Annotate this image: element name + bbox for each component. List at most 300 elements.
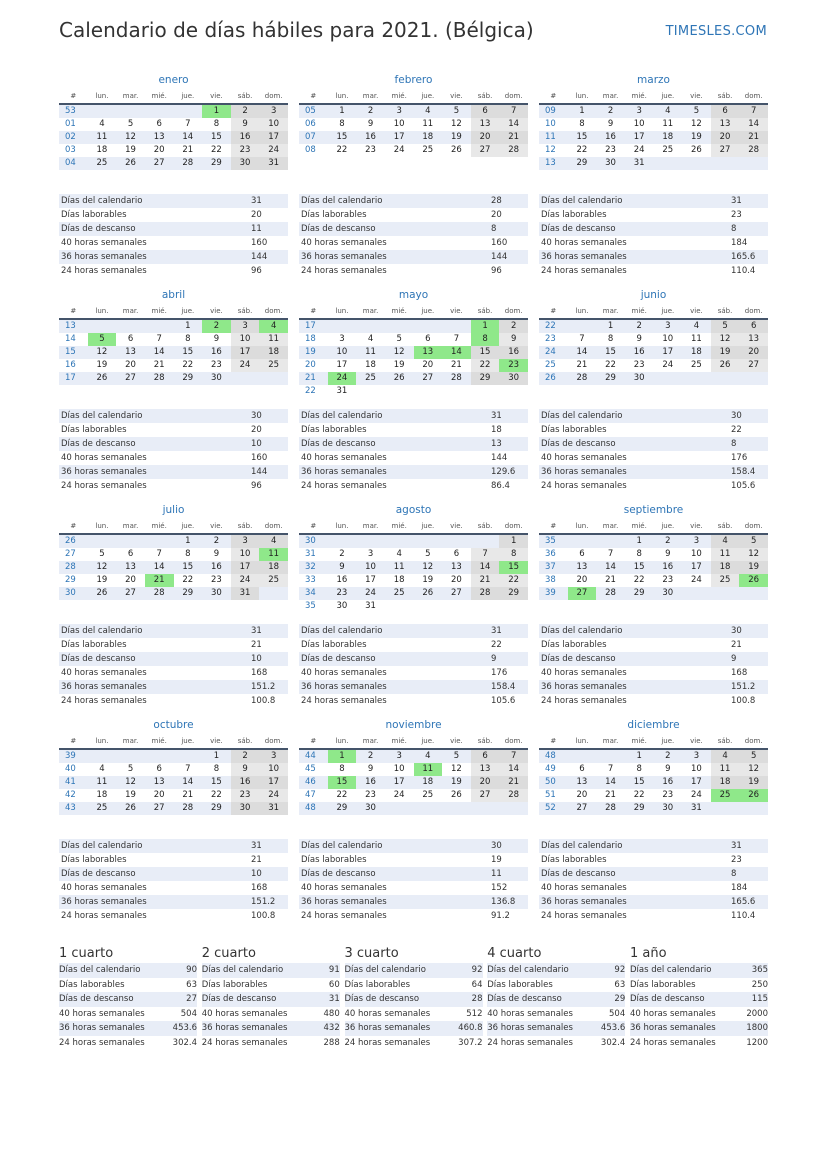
- stat-value: 176: [731, 453, 748, 463]
- day-cell: 12: [711, 333, 740, 346]
- day-cell: 12: [116, 131, 145, 144]
- stat-row: [539, 624, 768, 638]
- day-cell: 13: [145, 131, 174, 144]
- day-cell: 15: [174, 561, 203, 574]
- stat-label: Días laborables: [301, 855, 367, 865]
- week-row: [59, 587, 288, 600]
- day-cell: 20: [153, 790, 165, 800]
- day-cell: 25: [691, 360, 702, 370]
- day-cell: 29: [174, 587, 203, 600]
- weekday-header: lun.: [328, 88, 357, 104]
- stat-value: 30: [491, 841, 502, 851]
- weekday-header: #: [299, 303, 328, 319]
- day-cell: 3: [367, 549, 374, 559]
- day-cell: 11: [385, 561, 414, 574]
- stat-label: 40 horas semanales: [61, 238, 147, 248]
- stat-label: Días laborables: [630, 979, 696, 990]
- stat-value: 100.8: [251, 911, 276, 921]
- day-cell: 11: [662, 119, 674, 129]
- week-number: 25: [545, 360, 556, 370]
- day-cell: 13: [471, 118, 500, 131]
- stat-label: 24 horas semanales: [541, 696, 627, 706]
- day-cell: 29: [174, 372, 203, 385]
- day-cell: 21: [739, 131, 768, 144]
- day-cell: 19: [125, 790, 136, 800]
- weekday-header: mar.: [356, 88, 385, 104]
- day-cell: [442, 319, 471, 333]
- day-cell: 17: [336, 360, 348, 370]
- stat-row: [539, 909, 768, 923]
- day-cell: 12: [385, 346, 414, 359]
- stat-label: Días laborables: [541, 425, 607, 435]
- stat-value: 92: [471, 965, 483, 975]
- stat-value: 10: [251, 439, 262, 449]
- stat-value: 91: [328, 965, 340, 975]
- stat-value: 30: [251, 411, 262, 421]
- day-cell: [356, 319, 385, 333]
- stat-value: 22: [491, 640, 502, 650]
- weekday-header: lun.: [88, 88, 117, 104]
- weekday-header: vie.: [682, 88, 711, 104]
- quarter-block: [345, 945, 483, 1050]
- stat-row: [539, 250, 768, 264]
- stat-value: 20: [491, 210, 502, 220]
- weekday-header: #: [59, 518, 88, 534]
- week-number: 42: [65, 790, 76, 800]
- week-number: 40: [65, 764, 76, 774]
- day-cell: 22: [182, 575, 194, 585]
- day-cell: 7: [579, 334, 585, 344]
- day-cell: 6: [127, 549, 134, 559]
- month-calendar: [539, 88, 768, 170]
- stat-row: [59, 867, 288, 881]
- stat-label: Días de descanso: [301, 654, 376, 664]
- day-cell: 17: [654, 346, 683, 359]
- week-number: 52: [539, 802, 568, 815]
- day-cell: 30: [499, 372, 528, 385]
- week-number: 09: [539, 104, 568, 118]
- stat-value: 60: [328, 979, 340, 990]
- week-row: [299, 118, 528, 131]
- month-calendar: [59, 733, 288, 815]
- stat-row: [299, 638, 528, 652]
- week-row: [539, 763, 768, 776]
- weekday-header: lun.: [88, 733, 117, 749]
- week-row: [299, 763, 528, 776]
- stat-value: 151.2: [731, 682, 756, 692]
- stat-label: Días del calendario: [61, 196, 143, 206]
- day-cell: 2: [231, 104, 260, 118]
- month-calendar: [59, 518, 288, 600]
- day-cell: 17: [682, 561, 711, 574]
- stat-value: 19: [491, 855, 502, 865]
- weekday-header: dom.: [499, 733, 528, 749]
- weekday-header: mar.: [596, 88, 625, 104]
- day-cell: [145, 749, 174, 763]
- day-cell: 8: [185, 549, 191, 559]
- weekday-header: #: [299, 518, 328, 534]
- day-cell: 7: [185, 764, 191, 774]
- stat-label: Días de descanso: [630, 994, 705, 1004]
- stat-row: [299, 437, 528, 451]
- day-cell: 30: [336, 601, 348, 611]
- day-cell: 10: [393, 119, 405, 129]
- stat-row: [539, 652, 768, 666]
- day-cell: 22: [633, 790, 645, 800]
- day-cell: 8: [213, 764, 220, 774]
- stat-value: 10: [251, 869, 262, 879]
- day-cell: 7: [607, 764, 614, 774]
- day-cell: [711, 157, 740, 170]
- day-cell: [499, 600, 528, 613]
- stat-row: [59, 250, 288, 264]
- weekday-header: #: [539, 303, 568, 319]
- stat-label: 40 horas semanales: [541, 453, 627, 463]
- week-row: [59, 561, 288, 574]
- stat-row: [299, 264, 528, 278]
- stat-value: 8: [491, 224, 497, 234]
- day-cell: 24: [259, 144, 288, 157]
- day-cell: 19: [711, 346, 740, 359]
- stat-label: 24 horas semanales: [201, 1037, 288, 1048]
- day-cell: 7: [499, 104, 528, 118]
- day-cell: 23: [605, 145, 616, 155]
- day-cell: 30: [202, 587, 231, 600]
- stat-value: 184: [731, 883, 748, 893]
- day-cell: 10: [662, 334, 674, 344]
- weekday-header: jue.: [414, 88, 443, 104]
- stat-label: Días del calendario: [301, 841, 383, 851]
- stat-value: 302.4: [600, 1037, 626, 1048]
- day-cell: 20: [153, 145, 165, 155]
- months-grid: [59, 72, 768, 932]
- day-cell: [385, 802, 414, 815]
- day-cell: 4: [99, 119, 105, 129]
- day-cell: 3: [339, 334, 345, 344]
- day-cell: 16: [499, 346, 528, 359]
- week-row: [539, 574, 768, 587]
- day-cell: 11: [711, 548, 740, 561]
- stat-row: [539, 465, 768, 479]
- stat-value: 100.8: [251, 696, 276, 706]
- day-cell: 4: [396, 549, 402, 559]
- day-cell: 5: [442, 104, 471, 118]
- day-cell: 20: [576, 790, 588, 800]
- day-cell: [414, 534, 443, 548]
- stat-value: 9: [731, 654, 737, 664]
- day-cell: 10: [328, 346, 357, 359]
- stat-label: Días del calendario: [301, 411, 383, 421]
- day-cell: 19: [96, 360, 108, 370]
- stat-value: 8: [731, 439, 737, 449]
- month-name: marzo: [637, 74, 670, 86]
- stat-value: 504: [609, 1008, 626, 1019]
- weekday-header: dom.: [499, 88, 528, 104]
- week-number: 10: [545, 119, 556, 129]
- weekday-header: sáb.: [711, 88, 740, 104]
- day-cell: 15: [625, 561, 654, 574]
- month-block-enero: [59, 72, 288, 287]
- stat-value: 1200: [746, 1037, 768, 1048]
- day-cell: 26: [451, 790, 462, 800]
- day-cell: 13: [568, 776, 597, 789]
- stat-row: [539, 895, 768, 909]
- day-cell: 6: [471, 749, 500, 763]
- stat-row: [299, 666, 528, 680]
- stat-label: 36 horas semanales: [541, 897, 627, 907]
- stat-label: Días del calendario: [541, 841, 623, 851]
- stat-label: 36 horas semanales: [301, 682, 387, 692]
- day-cell: 1: [568, 104, 597, 118]
- day-cell: 26: [451, 145, 462, 155]
- stat-value: 31: [251, 841, 262, 851]
- day-cell: 9: [231, 118, 260, 131]
- week-number: 43: [59, 802, 88, 815]
- day-cell: 28: [596, 587, 625, 600]
- stat-label: 40 horas semanales: [541, 668, 627, 678]
- week-row: [539, 802, 768, 815]
- weekday-header: lun.: [568, 303, 597, 319]
- day-cell: 28: [499, 789, 528, 802]
- week-number: 51: [545, 790, 556, 800]
- day-cell: 27: [442, 587, 471, 600]
- weekday-header: mié.: [145, 733, 174, 749]
- day-cell: 9: [665, 549, 671, 559]
- stat-value: 184: [731, 238, 748, 248]
- day-cell: 1: [596, 319, 625, 333]
- week-number: 46: [299, 776, 328, 789]
- stat-row: [59, 680, 288, 694]
- weekday-header: #: [539, 518, 568, 534]
- day-cell: 18: [259, 561, 288, 574]
- day-cell: 20: [739, 346, 768, 359]
- stat-label: Días del calendario: [61, 626, 143, 636]
- week-row: [59, 574, 288, 587]
- day-cell: 31: [625, 157, 654, 170]
- week-row: [299, 789, 528, 802]
- day-cell: 4: [259, 534, 288, 548]
- week-number: 26: [539, 372, 568, 385]
- week-number: 36: [545, 549, 556, 559]
- day-cell: 28: [739, 144, 768, 157]
- quarter-stat-row: [630, 1021, 768, 1036]
- stat-value: 168: [731, 668, 748, 678]
- day-cell: 7: [739, 104, 768, 118]
- week-row: [299, 776, 528, 789]
- stat-value: 21: [251, 855, 262, 865]
- week-row: [59, 319, 288, 333]
- week-number: 47: [305, 790, 316, 800]
- day-cell: 7: [185, 119, 191, 129]
- week-number: 01: [65, 119, 76, 129]
- weekday-header: mié.: [145, 303, 174, 319]
- weekday-header: mié.: [625, 88, 654, 104]
- day-cell: 7: [607, 549, 614, 559]
- month-block-febrero: [299, 72, 528, 287]
- month-block-julio: [59, 502, 288, 717]
- weekday-header: dom.: [259, 88, 288, 104]
- stat-value: 1800: [746, 1023, 768, 1033]
- stat-row: [299, 652, 528, 666]
- day-cell: 10: [259, 118, 288, 131]
- stat-label: 40 horas semanales: [61, 453, 147, 463]
- day-cell: 12: [451, 764, 462, 774]
- day-cell: 17: [682, 776, 711, 789]
- week-row: [539, 776, 768, 789]
- month-name: noviembre: [385, 719, 442, 731]
- day-cell: 7: [471, 548, 500, 561]
- day-cell: [145, 104, 174, 118]
- day-cell: 9: [328, 561, 357, 574]
- day-cell: 6: [156, 119, 162, 129]
- stat-label: Días de descanso: [59, 994, 134, 1004]
- week-row: [299, 574, 528, 587]
- week-number: 35: [305, 601, 316, 611]
- day-cell: 24: [231, 574, 260, 587]
- day-cell: 5: [127, 119, 134, 129]
- day-cell: 4: [414, 104, 443, 118]
- day-cell: 26: [739, 789, 768, 802]
- day-cell: 2: [231, 749, 260, 763]
- day-cell: 1: [202, 104, 231, 118]
- weekday-header: lun.: [568, 733, 597, 749]
- day-cell: 12: [116, 776, 145, 789]
- day-cell: 14: [596, 561, 625, 574]
- day-cell: [116, 749, 145, 763]
- stat-row: [59, 409, 288, 423]
- week-number: 20: [305, 360, 316, 370]
- stat-row: [59, 638, 288, 652]
- day-cell: 25: [662, 145, 674, 155]
- month-name: septiembre: [623, 504, 684, 516]
- day-cell: 4: [367, 334, 374, 344]
- day-cell: 15: [596, 346, 625, 359]
- stat-value: 13: [491, 439, 502, 449]
- week-number: 17: [59, 372, 88, 385]
- week-number: 02: [59, 131, 88, 144]
- stat-value: 31: [251, 196, 262, 206]
- week-row: [299, 561, 528, 574]
- stat-value: 176: [491, 668, 508, 678]
- stat-value: 20: [251, 425, 262, 435]
- stat-label: 24 horas semanales: [541, 481, 627, 491]
- stat-value: 480: [323, 1008, 340, 1019]
- weekday-header: mar.: [356, 733, 385, 749]
- week-row: [59, 359, 288, 372]
- weekday-header: vie.: [202, 303, 231, 319]
- week-number: 19: [299, 346, 328, 359]
- day-cell: 14: [442, 346, 471, 359]
- stat-row: [299, 250, 528, 264]
- month-calendar: [59, 88, 288, 170]
- day-cell: 23: [211, 360, 222, 370]
- day-cell: 22: [336, 790, 348, 800]
- week-row: [539, 548, 768, 561]
- week-row: [299, 802, 528, 815]
- week-row: [299, 749, 528, 763]
- day-cell: [116, 104, 145, 118]
- weekday-header: vie.: [202, 518, 231, 534]
- week-number: 45: [305, 764, 316, 774]
- stat-label: 36 horas semanales: [487, 1023, 573, 1033]
- day-cell: 30: [625, 372, 654, 385]
- stat-label: Días de descanso: [541, 654, 616, 664]
- stat-value: 160: [251, 238, 268, 248]
- day-cell: 25: [356, 372, 385, 385]
- weekday-header: #: [539, 88, 568, 104]
- day-cell: 27: [145, 802, 174, 815]
- day-cell: 29: [596, 372, 625, 385]
- weekday-header: dom.: [259, 733, 288, 749]
- quarter-stat-row: [202, 1007, 340, 1022]
- day-cell: 6: [739, 319, 768, 333]
- day-cell: 21: [605, 790, 616, 800]
- week-row: [299, 131, 528, 144]
- day-cell: 29: [202, 802, 231, 815]
- day-cell: 19: [442, 776, 471, 789]
- month-block-marzo: [539, 72, 768, 287]
- stat-value: 63: [614, 979, 626, 990]
- month-stats: [299, 409, 528, 493]
- day-cell: 24: [356, 587, 385, 600]
- day-cell: 25: [259, 574, 288, 587]
- quarter-title: 3 cuarto: [344, 946, 399, 961]
- brand-logo-text[interactable]: TIMESLES.COM: [665, 24, 767, 39]
- stat-label: 40 horas semanales: [487, 1008, 573, 1019]
- day-cell: [739, 157, 768, 170]
- week-row: [299, 372, 528, 385]
- day-cell: 1: [625, 749, 654, 763]
- week-number: 06: [305, 119, 316, 129]
- weekday-header: jue.: [414, 518, 443, 534]
- stat-row: [59, 465, 288, 479]
- day-cell: 18: [259, 346, 288, 359]
- day-cell: 10: [231, 548, 260, 561]
- week-row: [299, 359, 528, 372]
- week-row: [539, 319, 768, 333]
- month-name: abril: [161, 289, 186, 301]
- stat-value: 21: [731, 640, 742, 650]
- stat-label: Días de descanso: [541, 439, 616, 449]
- day-cell: [596, 534, 625, 548]
- stat-value: 9: [491, 654, 497, 664]
- quarter-stat-row: [345, 963, 483, 978]
- day-cell: 3: [259, 749, 288, 763]
- stat-label: 40 horas semanales: [201, 1008, 288, 1019]
- day-cell: 5: [442, 749, 471, 763]
- day-cell: 21: [576, 360, 588, 370]
- weekday-header: mar.: [356, 303, 385, 319]
- day-cell: 17: [231, 561, 260, 574]
- stat-label: 24 horas semanales: [541, 911, 627, 921]
- month-stats: [59, 624, 288, 708]
- week-row: [539, 144, 768, 157]
- stat-label: 36 horas semanales: [541, 252, 627, 262]
- month-row: [59, 287, 768, 502]
- week-row: [299, 534, 528, 548]
- day-cell: 10: [259, 763, 288, 776]
- stat-value: 91.2: [491, 911, 510, 921]
- quarter-block: [59, 945, 197, 1050]
- week-number: 39: [59, 749, 88, 763]
- stat-label: Días de descanso: [61, 439, 136, 449]
- stat-label: Días de descanso: [344, 994, 420, 1004]
- day-cell: 9: [213, 549, 220, 559]
- month-block-agosto: [299, 502, 528, 717]
- month-row: [59, 72, 768, 287]
- week-row: [539, 359, 768, 372]
- day-cell: 18: [711, 776, 740, 789]
